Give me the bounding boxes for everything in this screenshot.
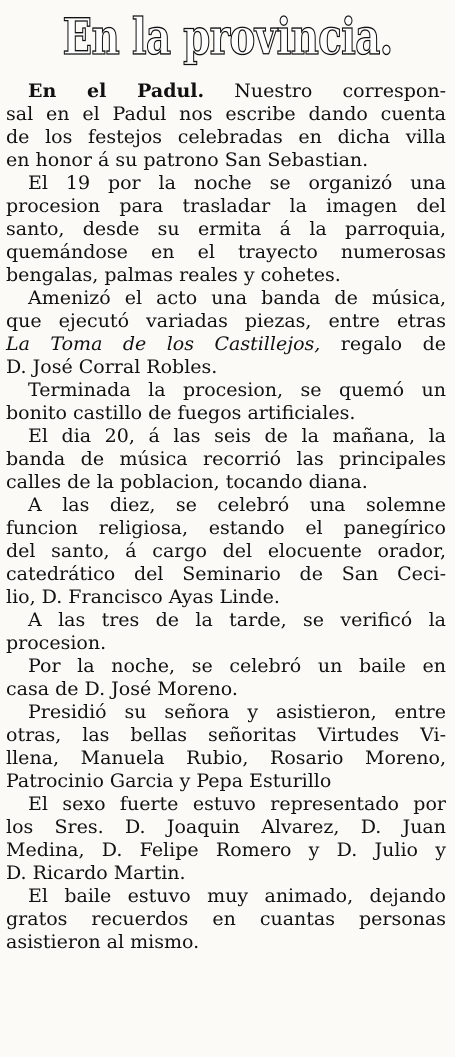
article-line xyxy=(6,609,446,632)
article-text: de los festejos celebradas en dicha villa xyxy=(6,126,446,148)
article-line xyxy=(6,333,446,356)
article-text: llena, Manuela Rubio, Rosario Moreno, xyxy=(6,747,446,769)
article-line xyxy=(6,632,446,655)
article-line xyxy=(6,218,446,241)
article-line xyxy=(6,563,446,586)
article-line xyxy=(6,655,446,678)
article-text: El baile estuvo muy animado, dejando xyxy=(28,885,446,907)
article-text: El 19 por la noche se organizó una xyxy=(28,172,446,194)
article-text: otras, las bellas señoritas Virtudes Vi- xyxy=(6,724,446,746)
article-line xyxy=(6,126,446,149)
article-text: El sexo fuerte estuvo representado por xyxy=(28,793,446,815)
article-text: en honor á su patrono San Sebastian. xyxy=(6,149,369,171)
article-text: El dia 20, á las seis de la mañana, la xyxy=(28,425,446,447)
article-line xyxy=(6,172,446,195)
article-line xyxy=(6,310,446,333)
article-text: procesion. xyxy=(6,632,107,654)
article-text: A las tres de la tarde, se verificó la xyxy=(28,609,446,631)
article-text: casa de D. José Moreno. xyxy=(6,678,238,700)
italic-title: La Toma de los Castillejos, xyxy=(6,333,321,355)
article-line xyxy=(6,678,446,701)
article-line xyxy=(6,816,446,839)
article-body xyxy=(6,80,446,954)
article-line xyxy=(6,103,446,126)
article-text: banda de música recorrió las principales xyxy=(6,448,446,470)
article-text: D. José Corral Robles. xyxy=(6,356,218,378)
article-line xyxy=(6,402,446,425)
article-text: los Sres. D. Joaquin Alvarez, D. Juan xyxy=(6,816,446,838)
article-line xyxy=(6,379,446,402)
article-line xyxy=(6,356,446,379)
article-line xyxy=(6,862,446,885)
article-text: Medina, D. Felipe Romero y D. Julio y xyxy=(6,839,446,861)
article-line xyxy=(6,264,446,287)
article-line xyxy=(6,517,446,540)
article-line xyxy=(6,425,446,448)
article-text: asistieron al mismo. xyxy=(6,931,200,953)
article-lead: En el Padul. xyxy=(28,80,205,102)
article-line xyxy=(6,471,446,494)
article-text: regalo de xyxy=(320,333,446,355)
article-text: Amenizó el acto una banda de música, xyxy=(28,287,446,309)
article-text: Terminada la procesion, se quemó un xyxy=(28,379,446,401)
article-text: gratos recuerdos en cuantas personas xyxy=(6,908,446,930)
article-line xyxy=(6,793,446,816)
article-text: Nuestro correspon- xyxy=(204,80,446,102)
article-line xyxy=(6,80,446,103)
article-line xyxy=(6,287,446,310)
headline-text: En la provincia. xyxy=(62,6,393,66)
article-text: funcion religiosa, estando el panegírico xyxy=(6,517,446,539)
article-text: bonito castillo de fuegos artificiales. xyxy=(6,402,356,424)
article-text: del santo, á cargo del elocuente orador, xyxy=(6,540,446,562)
article-text: santo, desde su ermita á la parroquia, xyxy=(6,218,446,240)
article-line xyxy=(6,931,446,954)
article-line xyxy=(6,885,446,908)
article-line xyxy=(6,195,446,218)
article-line xyxy=(6,448,446,471)
article-text: que ejecutó variadas piezas, entre etras xyxy=(6,310,446,332)
article-text: calles de la poblacion, tocando diana. xyxy=(6,471,368,493)
article-line xyxy=(6,770,446,793)
article-line xyxy=(6,839,446,862)
article-text: bengalas, palmas reales y cohetes. xyxy=(6,264,341,286)
article-line xyxy=(6,540,446,563)
article-text: Por la noche, se celebró un baile en xyxy=(28,655,446,677)
article-line xyxy=(6,586,446,609)
article-text: Presidió su señora y asistieron, entre xyxy=(28,701,446,723)
article-text: procesion para trasladar la imagen del xyxy=(6,195,446,217)
article-line xyxy=(6,241,446,264)
article-text: D. Ricardo Martin. xyxy=(6,862,186,884)
article-line xyxy=(6,701,446,724)
article-text: A las diez, se celebró una solemne xyxy=(28,494,446,516)
article-line xyxy=(6,724,446,747)
headline xyxy=(0,0,455,72)
article-line xyxy=(6,908,446,931)
article-text: Patrocinio Garcia y Pepa Esturillo xyxy=(6,770,332,792)
article-line xyxy=(6,149,446,172)
article-text: quemándose en el trayecto numerosas xyxy=(6,241,446,263)
article-text: catedrático del Seminario de San Ceci- xyxy=(6,563,446,585)
article-text: sal en el Padul nos escribe dando cuenta xyxy=(6,103,446,125)
article-line xyxy=(6,494,446,517)
article-text: lio, D. Francisco Ayas Linde. xyxy=(6,586,280,608)
article-line xyxy=(6,747,446,770)
